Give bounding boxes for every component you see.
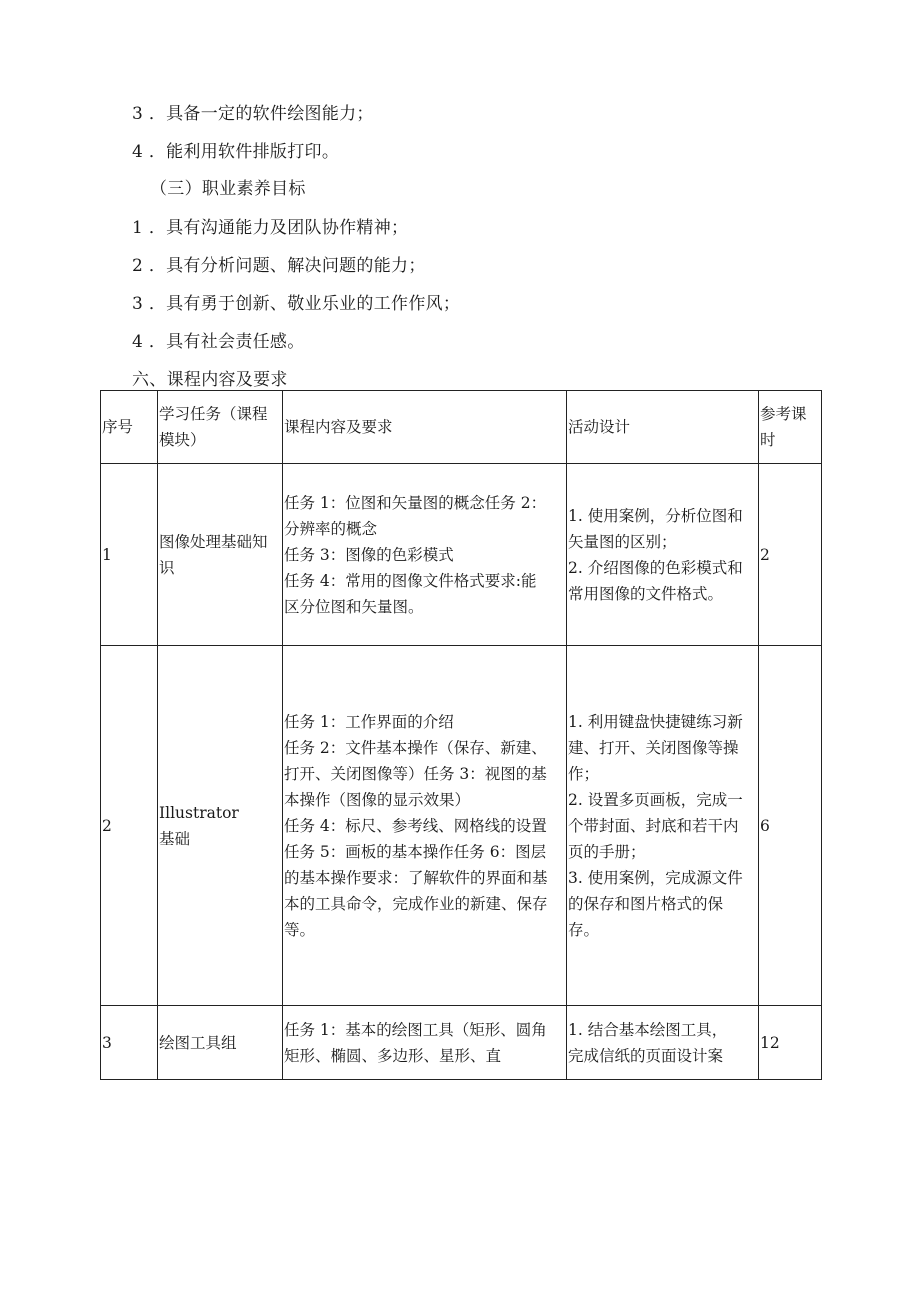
header-seq: 序号: [101, 391, 158, 464]
row-seq: 3: [101, 1006, 158, 1080]
row-task: 图像处理基础知 识: [158, 464, 283, 646]
row-activity: 1. 利用键盘快捷键练习新 建、打开、关闭图像等操 作； 2. 设置多页画板，完成一 个带封面、封底和若干内 页的手册； 3. 使用案例，完成源文件 的保存和图片格式的保 存。: [567, 646, 759, 1006]
row-content: 任务 1：位图和矢量图的概念任务 2： 分辨率的概念 任务 3：图像的色彩模式 任务 4：常用的图像文件格式要求:能 区分位图和矢量图。: [283, 464, 567, 646]
row-content: 任务 1：基本的绘图工具（矩形、圆角 矩形、椭圆、多边形、星形、直: [283, 1006, 567, 1080]
row-hours: 6: [759, 646, 822, 1006]
course-content-table: [100, 390, 822, 1080]
row-hours: 12: [759, 1006, 822, 1080]
section-heading-professional-quality: （三）职业素养目标: [150, 179, 306, 199]
row-seq: 1: [101, 464, 158, 646]
header-content: 课程内容及要求: [283, 391, 567, 464]
row-content: 任务 1：工作界面的介绍 任务 2：文件基本操作（保存、新建、 打开、关闭图像等）任务 3：视图的基 本操作（图像的显示效果） 任务 4：标尺、参考线、网格线的设置 任务 5：画板的基本操作任务 6：图层 的基本操作要求：了解软件的界面和基 本的工具命令，完成作业的新建、保存 等。: [283, 646, 567, 1006]
skill-item-3: 3 ．具备一定的软件绘图能力；: [132, 104, 374, 124]
row-seq: 2: [101, 646, 158, 1006]
row-task: 绘图工具组: [158, 1006, 283, 1080]
table-row: [101, 646, 822, 1006]
quality-item-4: 4 ．具有社会责任感。: [132, 332, 305, 352]
quality-item-2: 2 ．具有分析问题、解决问题的能力；: [132, 256, 426, 276]
table-row: [101, 1006, 822, 1080]
quality-item-1: 1 ．具有沟通能力及团队协作精神；: [132, 218, 409, 238]
quality-item-3: 3 ．具有勇于创新、敬业乐业的工作作风；: [132, 294, 461, 314]
row-hours: 2: [759, 464, 822, 646]
row-task: Illustrator 基础: [158, 646, 283, 1006]
header-hours: 参考课 时: [759, 391, 822, 464]
header-task: 学习任务（课程 模块）: [158, 391, 283, 464]
section-heading-course-content: 六、课程内容及要求: [132, 370, 288, 390]
row-activity: 1. 结合基本绘图工具， 完成信纸的页面设计案: [567, 1006, 759, 1080]
table-header-row: [101, 391, 822, 464]
row-activity: 1. 使用案例，分析位图和 矢量图的区别； 2. 介绍图像的色彩模式和 常用图像的文件格式。: [567, 464, 759, 646]
header-activity: 活动设计: [567, 391, 759, 464]
table-row: [101, 464, 822, 646]
skill-item-4: 4 ．能利用软件排版打印。: [132, 142, 340, 162]
